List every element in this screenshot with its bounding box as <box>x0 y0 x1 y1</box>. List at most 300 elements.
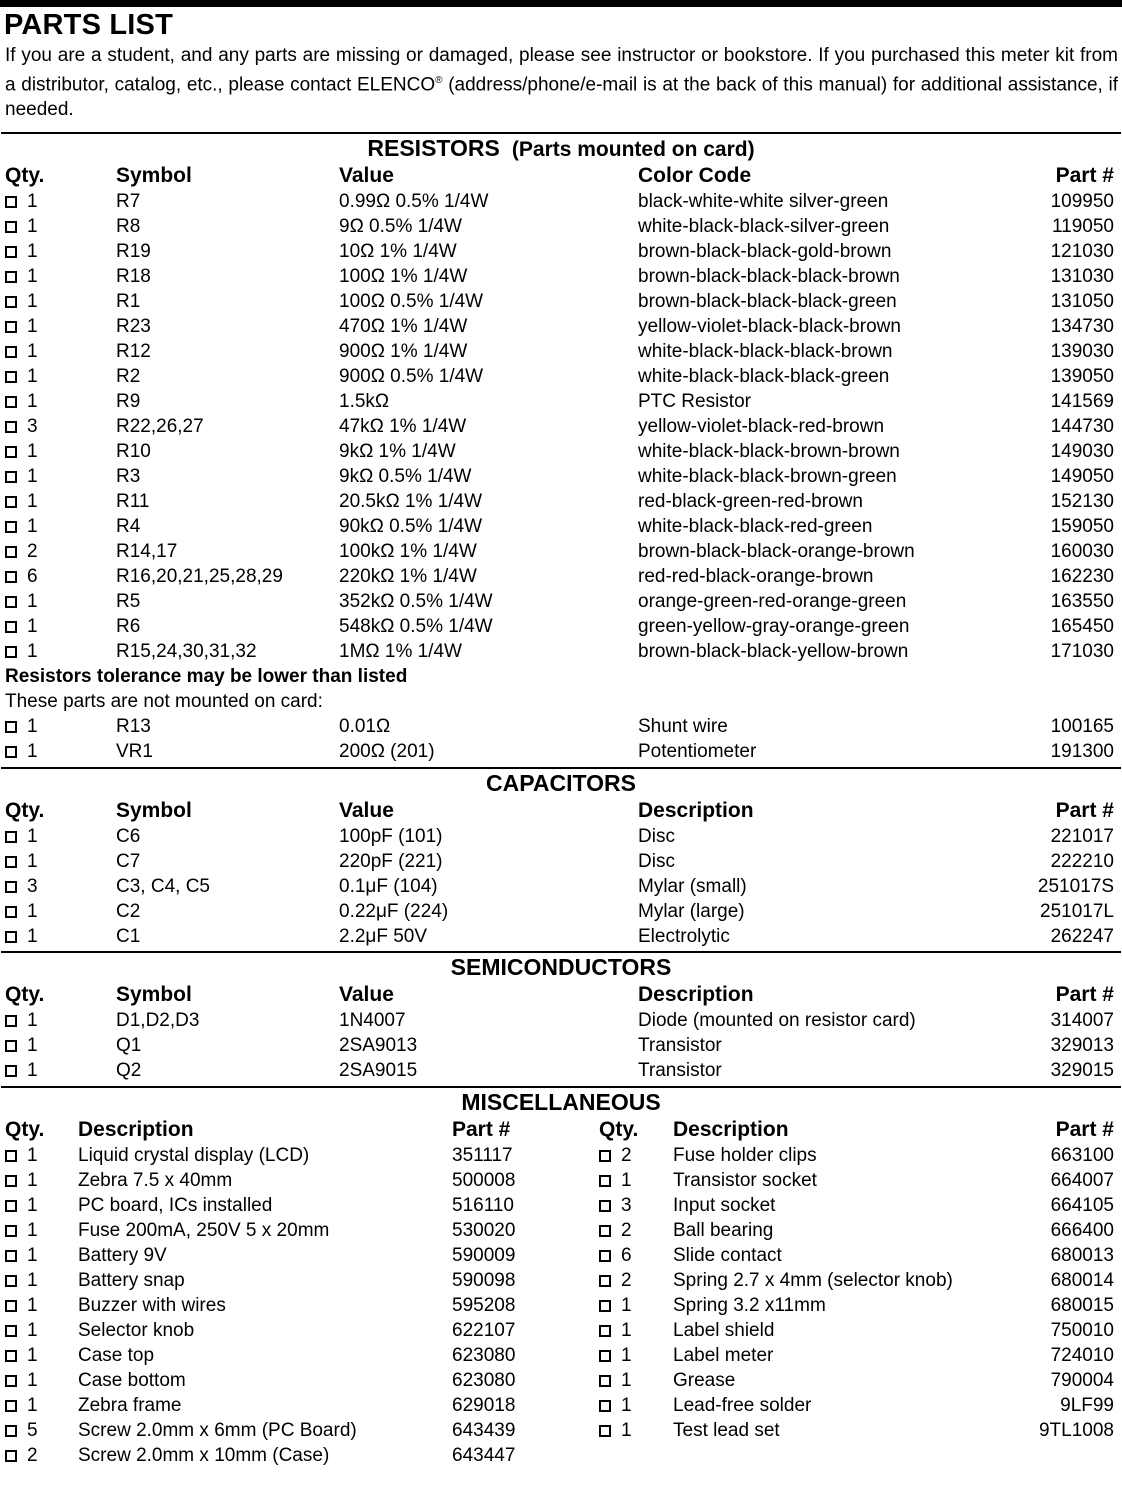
part-number-cell: 149050 <box>1050 466 1114 488</box>
checkbox-icon[interactable] <box>5 931 17 943</box>
qty-cell <box>5 239 38 264</box>
description-cell: Input socket <box>673 1195 776 1217</box>
checkbox-icon[interactable] <box>5 1250 17 1262</box>
table-row <box>0 874 1122 899</box>
table-row <box>0 1168 1122 1193</box>
table-row <box>0 849 1122 874</box>
capacitor-rows <box>0 824 1122 949</box>
qty-value: 1 <box>27 1220 38 1242</box>
qty-cell <box>5 589 38 614</box>
qty-value: 1 <box>27 316 38 338</box>
qty-value: 1 <box>27 266 38 288</box>
qty-cell <box>5 214 38 239</box>
qty-cell <box>5 439 38 464</box>
qty-cell <box>5 924 38 949</box>
checkbox-icon[interactable] <box>5 1040 17 1052</box>
value-cell: 100pF (101) <box>339 826 443 848</box>
part-number-cell: 595208 <box>452 1295 516 1317</box>
table-row <box>0 824 1122 849</box>
semiconductor-rows <box>0 1008 1122 1083</box>
resistor-rows <box>0 189 1122 664</box>
qty-value: 1 <box>621 1370 632 1392</box>
qty-cell <box>5 849 38 874</box>
checkbox-icon[interactable] <box>5 346 17 358</box>
part-number-cell: 643439 <box>452 1420 516 1442</box>
value-cell: 352kΩ 0.5% 1/4W <box>339 591 493 613</box>
value-cell: 0.22μF (224) <box>339 901 449 923</box>
qty-value: 1 <box>27 716 38 738</box>
table-header: Qty. Symbol Value Description Part # <box>5 799 1114 823</box>
checkbox-icon[interactable] <box>5 1375 17 1387</box>
symbol-cell: R5 <box>116 591 141 613</box>
checkbox-icon[interactable] <box>5 1225 17 1237</box>
checkbox-icon[interactable] <box>5 1175 17 1187</box>
part-number-cell: 643447 <box>452 1445 516 1467</box>
part-number-cell: 139050 <box>1050 366 1114 388</box>
value-cell: 900Ω 0.5% 1/4W <box>339 366 484 388</box>
qty-value: 1 <box>621 1395 632 1417</box>
description-cell: Liquid crystal display (LCD) <box>78 1145 310 1167</box>
checkbox-icon[interactable] <box>5 396 17 408</box>
table-row <box>0 1058 1122 1083</box>
table-row <box>0 514 1122 539</box>
qty-value: 2 <box>27 541 38 563</box>
table-row <box>0 1393 1122 1418</box>
part-number-cell: 9LF99 <box>1060 1395 1114 1417</box>
checkbox-icon[interactable] <box>599 1400 611 1412</box>
checkbox-icon[interactable] <box>5 1015 17 1027</box>
table-header: Qty. Symbol Value Color Code Part # <box>5 164 1114 188</box>
table-header: Qty. Symbol Value Description Part # <box>5 983 1114 1007</box>
symbol-cell: R1 <box>116 291 141 313</box>
table-row <box>0 564 1122 589</box>
part-number-cell: 590098 <box>452 1270 516 1292</box>
table-row <box>0 739 1122 764</box>
qty-cell <box>5 1058 38 1083</box>
checkbox-icon[interactable] <box>599 1375 611 1387</box>
symbol-cell: Q2 <box>116 1060 142 1082</box>
qty-value: 1 <box>27 1170 38 1192</box>
qty-cell <box>599 1393 632 1418</box>
part-number-cell: 314007 <box>1050 1010 1114 1032</box>
checkbox-icon[interactable] <box>599 1200 611 1212</box>
part-number-cell: 629018 <box>452 1395 516 1417</box>
qty-cell <box>599 1318 632 1343</box>
value-cell: 0.99Ω 0.5% 1/4W <box>339 191 489 213</box>
qty-value: 6 <box>27 566 38 588</box>
qty-value: 3 <box>621 1195 632 1217</box>
qty-cell <box>5 739 38 764</box>
qty-cell <box>5 1368 38 1393</box>
description-cell: Ball bearing <box>673 1220 774 1242</box>
qty-cell <box>5 1218 38 1243</box>
symbol-cell: C2 <box>116 901 141 923</box>
value-cell: 100Ω 1% 1/4W <box>339 266 468 288</box>
part-number-cell: 351117 <box>452 1145 513 1167</box>
top-border <box>0 0 1122 7</box>
part-number-cell: 329015 <box>1050 1060 1114 1082</box>
table-row <box>0 924 1122 949</box>
resistors-section <box>0 134 1122 764</box>
checkbox-icon[interactable] <box>5 196 17 208</box>
description-cell: yellow-violet-black-black-brown <box>638 316 901 338</box>
part-number-cell: 131050 <box>1050 291 1114 313</box>
value-cell: 2SA9013 <box>339 1035 418 1057</box>
part-number-cell: 664105 <box>1050 1195 1114 1217</box>
part-number-cell: 131030 <box>1050 266 1114 288</box>
qty-cell <box>5 874 38 899</box>
part-number-cell: 262247 <box>1050 926 1114 948</box>
part-number-cell: 119050 <box>1052 216 1114 238</box>
qty-value: 3 <box>27 876 38 898</box>
qty-value: 1 <box>27 516 38 538</box>
description-cell: Spring 3.2 x11mm <box>673 1295 826 1317</box>
value-cell: 9kΩ 1% 1/4W <box>339 441 456 463</box>
checkbox-icon[interactable] <box>599 1250 611 1262</box>
part-number-cell: 160030 <box>1050 541 1114 563</box>
description-cell: white-black-black-brown-green <box>638 466 897 488</box>
table-row <box>0 1318 1122 1343</box>
part-number-cell: 680013 <box>1050 1245 1114 1267</box>
semiconductors-section <box>0 953 1122 1083</box>
checkbox-icon[interactable] <box>599 1225 611 1237</box>
symbol-cell: R13 <box>116 716 151 738</box>
checkbox-icon[interactable] <box>5 1200 17 1212</box>
qty-cell <box>599 1143 632 1168</box>
value-cell: 100Ω 0.5% 1/4W <box>339 291 484 313</box>
misc-section <box>0 1088 1122 1468</box>
intro-paragraph: If you are a student, and any parts are missing or damaged, please see instructor or bookstore. If you purchased this meter kit from a distributor, catalog, etc., please contact ELENCO® (address/phone/e-mail is at the back of this manual) for additional assistance, if needed. <box>5 45 1118 121</box>
checkbox-icon[interactable] <box>5 721 17 733</box>
qty-cell <box>5 899 38 924</box>
qty-cell <box>5 1418 38 1443</box>
description-cell: Grease <box>673 1370 736 1392</box>
table-row <box>0 589 1122 614</box>
description-cell: black-white-white silver-green <box>638 191 889 213</box>
part-number-cell: 622107 <box>452 1320 516 1342</box>
checkbox-icon[interactable] <box>5 906 17 918</box>
symbol-cell: R19 <box>116 241 151 263</box>
symbol-cell: R6 <box>116 616 141 638</box>
qty-value: 1 <box>27 616 38 638</box>
qty-value: 1 <box>27 491 38 513</box>
qty-cell <box>5 1243 38 1268</box>
qty-value: 1 <box>27 826 38 848</box>
symbol-cell: C1 <box>116 926 141 948</box>
checkbox-icon[interactable] <box>5 1400 17 1412</box>
description-cell: yellow-violet-black-red-brown <box>638 416 885 438</box>
table-row <box>0 539 1122 564</box>
qty-value: 1 <box>27 1010 38 1032</box>
part-number-cell: 530020 <box>452 1220 516 1242</box>
qty-cell <box>5 1318 38 1343</box>
checkbox-icon[interactable] <box>5 1275 17 1287</box>
part-number-cell: 750010 <box>1050 1320 1114 1342</box>
part-number-cell: 134730 <box>1050 316 1114 338</box>
checkbox-icon[interactable] <box>599 1425 611 1437</box>
page-title: PARTS LIST <box>4 9 174 41</box>
table-row <box>0 264 1122 289</box>
checkbox-icon[interactable] <box>5 1325 17 1337</box>
description-cell: white-black-black-brown-brown <box>638 441 900 463</box>
description-cell: Case bottom <box>78 1370 186 1392</box>
symbol-cell: C7 <box>116 851 141 873</box>
table-row <box>0 489 1122 514</box>
description-cell: brown-black-black-orange-brown <box>638 541 915 563</box>
qty-cell <box>5 189 38 214</box>
symbol-cell: R12 <box>116 341 151 363</box>
qty-value: 1 <box>27 341 38 363</box>
table-row <box>0 1008 1122 1033</box>
part-number-cell: 623080 <box>452 1370 516 1392</box>
part-number-cell: 149030 <box>1050 441 1114 463</box>
table-row <box>0 314 1122 339</box>
checkbox-icon[interactable] <box>5 596 17 608</box>
value-cell: 10Ω 1% 1/4W <box>339 241 457 263</box>
part-number-cell: 141569 <box>1050 391 1114 413</box>
qty-cell <box>5 639 38 664</box>
part-number-cell: 623080 <box>452 1345 516 1367</box>
part-number-cell: 171030 <box>1050 641 1114 663</box>
qty-value: 1 <box>27 1270 38 1292</box>
value-cell: 1N4007 <box>339 1010 406 1032</box>
qty-cell <box>599 1218 632 1243</box>
qty-cell <box>5 1033 38 1058</box>
part-number-cell: 144730 <box>1050 416 1114 438</box>
value-cell: 90kΩ 0.5% 1/4W <box>339 516 483 538</box>
value-cell: 900Ω 1% 1/4W <box>339 341 468 363</box>
checkbox-icon[interactable] <box>5 881 17 893</box>
description-cell: Battery 9V <box>78 1245 167 1267</box>
table-row <box>0 1418 1122 1443</box>
qty-cell <box>5 1268 38 1293</box>
qty-value: 1 <box>27 901 38 923</box>
description-cell: Battery snap <box>78 1270 185 1292</box>
table-row <box>0 289 1122 314</box>
description-cell: Slide contact <box>673 1245 782 1267</box>
description-cell: orange-green-red-orange-green <box>638 591 907 613</box>
checkbox-icon[interactable] <box>5 321 17 333</box>
checkbox-icon[interactable] <box>5 471 17 483</box>
value-cell: 470Ω 1% 1/4W <box>339 316 468 338</box>
description-cell: brown-black-black-black-green <box>638 291 897 313</box>
checkbox-icon[interactable] <box>5 831 17 843</box>
checkbox-icon[interactable] <box>599 1275 611 1287</box>
qty-value: 1 <box>27 1195 38 1217</box>
description-cell: Mylar (small) <box>638 876 747 898</box>
qty-value: 1 <box>27 1345 38 1367</box>
checkbox-icon[interactable] <box>5 1150 17 1162</box>
value-cell: 2SA9015 <box>339 1060 418 1082</box>
part-number-cell: 666400 <box>1050 1220 1114 1242</box>
qty-value: 1 <box>27 741 38 763</box>
part-number-cell: 724010 <box>1050 1345 1114 1367</box>
table-row <box>0 1293 1122 1318</box>
symbol-cell: VR1 <box>116 741 153 763</box>
checkbox-icon[interactable] <box>5 271 17 283</box>
qty-value: 1 <box>27 926 38 948</box>
checkbox-icon[interactable] <box>599 1350 611 1362</box>
symbol-cell: R11 <box>116 491 150 513</box>
tolerance-note: Resistors tolerance may be lower than listed <box>5 666 408 688</box>
checkbox-icon[interactable] <box>5 646 17 658</box>
symbol-cell: R10 <box>116 441 151 463</box>
description-cell: Label shield <box>673 1320 775 1342</box>
description-cell: Disc <box>638 826 675 848</box>
qty-value: 1 <box>27 366 38 388</box>
value-cell: 9Ω 0.5% 1/4W <box>339 216 462 238</box>
value-cell: 47kΩ 1% 1/4W <box>339 416 467 438</box>
checkbox-icon[interactable] <box>5 746 17 758</box>
table-row <box>0 1268 1122 1293</box>
symbol-cell: R16,20,21,25,28,29 <box>116 566 283 588</box>
qty-value: 1 <box>27 391 38 413</box>
part-number-cell: 500008 <box>452 1170 516 1192</box>
checkbox-icon[interactable] <box>5 621 17 633</box>
qty-cell <box>599 1193 632 1218</box>
description-cell: Mylar (large) <box>638 901 745 923</box>
checkbox-icon[interactable] <box>599 1175 611 1187</box>
table-row <box>0 1193 1122 1218</box>
qty-value: 1 <box>621 1320 632 1342</box>
qty-cell <box>5 1393 38 1418</box>
description-cell: white-black-black-black-green <box>638 366 890 388</box>
part-number-cell: 152130 <box>1050 491 1114 513</box>
qty-cell <box>5 564 38 589</box>
qty-cell <box>5 1443 38 1468</box>
value-cell: 100kΩ 1% 1/4W <box>339 541 477 563</box>
value-cell: 220kΩ 1% 1/4W <box>339 566 477 588</box>
part-number-cell: 222210 <box>1050 851 1114 873</box>
qty-value: 5 <box>27 1420 38 1442</box>
description-cell: Fuse 200mA, 250V 5 x 20mm <box>78 1220 330 1242</box>
description-cell: Fuse holder clips <box>673 1145 817 1167</box>
table-row <box>0 1033 1122 1058</box>
qty-value: 1 <box>27 191 38 213</box>
checkbox-icon[interactable] <box>599 1150 611 1162</box>
description-cell: Lead-free solder <box>673 1395 812 1417</box>
symbol-cell: R22,26,27 <box>116 416 204 438</box>
symbol-cell: Q1 <box>116 1035 142 1057</box>
qty-cell <box>599 1418 632 1443</box>
qty-value: 2 <box>621 1270 632 1292</box>
description-cell: Spring 2.7 x 4mm (selector knob) <box>673 1270 953 1292</box>
description-cell: Electrolytic <box>638 926 730 948</box>
value-cell: 1MΩ 1% 1/4W <box>339 641 462 663</box>
qty-cell <box>599 1293 632 1318</box>
description-cell: Screw 2.0mm x 6mm (PC Board) <box>78 1420 357 1442</box>
description-cell: white-black-black-red-green <box>638 516 873 538</box>
checkbox-icon[interactable] <box>5 446 17 458</box>
table-row <box>0 1343 1122 1368</box>
qty-cell <box>5 389 38 414</box>
table-row <box>0 714 1122 739</box>
qty-cell <box>5 289 38 314</box>
table-row <box>0 239 1122 264</box>
symbol-cell: C6 <box>116 826 141 848</box>
part-number-cell: 329013 <box>1050 1035 1114 1057</box>
checkbox-icon[interactable] <box>599 1300 611 1312</box>
checkbox-icon[interactable] <box>5 856 17 868</box>
table-row <box>0 414 1122 439</box>
section-title: MISCELLANEOUS <box>461 1089 661 1116</box>
checkbox-icon[interactable] <box>5 1425 17 1437</box>
qty-cell <box>5 824 38 849</box>
symbol-cell: R23 <box>116 316 151 338</box>
checkbox-icon[interactable] <box>5 296 17 308</box>
qty-cell <box>5 1343 38 1368</box>
table-row <box>0 639 1122 664</box>
checkbox-icon[interactable] <box>5 1065 17 1077</box>
capacitors-section <box>0 769 1122 949</box>
table-row <box>0 464 1122 489</box>
symbol-cell: C3, C4, C5 <box>116 876 210 898</box>
checkbox-icon[interactable] <box>5 496 17 508</box>
qty-cell <box>599 1343 632 1368</box>
qty-cell <box>599 1368 632 1393</box>
checkbox-icon[interactable] <box>5 371 17 383</box>
part-number-cell: 680015 <box>1050 1295 1114 1317</box>
misc-rows <box>0 1143 1122 1468</box>
qty-value: 1 <box>621 1295 632 1317</box>
checkbox-icon[interactable] <box>5 1450 17 1462</box>
part-number-cell: 159050 <box>1050 516 1114 538</box>
description-cell: brown-black-black-black-brown <box>638 266 900 288</box>
qty-value: 1 <box>621 1170 632 1192</box>
qty-cell <box>5 364 38 389</box>
part-number-cell: 251017S <box>1037 876 1114 898</box>
part-number-cell: 590009 <box>452 1245 516 1267</box>
table-row <box>0 439 1122 464</box>
qty-value: 6 <box>621 1245 632 1267</box>
qty-cell <box>5 314 38 339</box>
value-cell: 0.1μF (104) <box>339 876 438 898</box>
description-cell: Buzzer with wires <box>78 1295 226 1317</box>
part-number-cell: 221017 <box>1050 826 1114 848</box>
part-number-cell: 139030 <box>1050 341 1114 363</box>
qty-value: 1 <box>621 1345 632 1367</box>
description-cell: Case top <box>78 1345 155 1367</box>
qty-value: 1 <box>27 466 38 488</box>
part-number-cell: 251017L <box>1040 901 1114 923</box>
checkbox-icon[interactable] <box>5 546 17 558</box>
checkbox-icon[interactable] <box>5 1350 17 1362</box>
qty-value: 1 <box>27 1145 38 1167</box>
part-number-cell: 663100 <box>1050 1145 1114 1167</box>
qty-cell <box>5 714 38 739</box>
checkbox-icon[interactable] <box>5 571 17 583</box>
checkbox-icon[interactable] <box>5 1300 17 1312</box>
qty-value: 1 <box>27 241 38 263</box>
qty-cell <box>5 614 38 639</box>
description-cell: brown-black-black-yellow-brown <box>638 641 909 663</box>
value-cell: 200Ω (201) <box>339 741 435 763</box>
part-number-cell: 100165 <box>1050 716 1114 738</box>
description-cell: PC board, ICs installed <box>78 1195 273 1217</box>
qty-cell <box>599 1268 632 1293</box>
qty-cell <box>599 1243 632 1268</box>
symbol-cell: R8 <box>116 216 141 238</box>
description-cell: Screw 2.0mm x 10mm (Case) <box>78 1445 330 1467</box>
checkbox-icon[interactable] <box>5 246 17 258</box>
checkbox-icon[interactable] <box>5 521 17 533</box>
checkbox-icon[interactable] <box>599 1325 611 1337</box>
checkbox-icon[interactable] <box>5 221 17 233</box>
description-cell: Zebra 7.5 x 40mm <box>78 1170 233 1192</box>
part-number-cell: 9TL1008 <box>1038 1420 1114 1442</box>
checkbox-icon[interactable] <box>5 421 17 433</box>
qty-value: 1 <box>27 591 38 613</box>
